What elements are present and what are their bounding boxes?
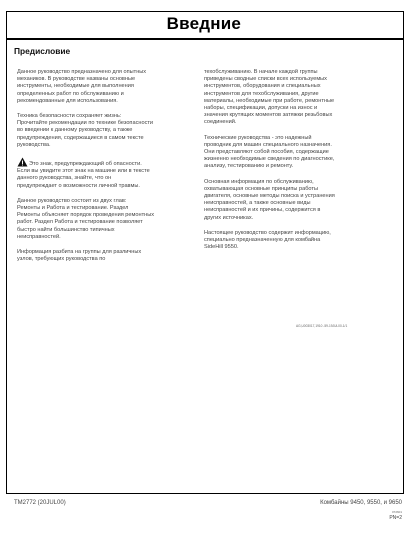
text-line: Данное руководство состоит из двух глав: <box>17 197 127 204</box>
text-line: узлов, требующих руководства по <box>17 256 106 263</box>
text-line: специально предназначенную для комбайна <box>204 237 321 244</box>
text-line: SideHill 9550. <box>204 244 239 251</box>
warning-text-rest <box>17 168 202 190</box>
text-line: наборы, спецификации, допуски на износ и <box>204 105 318 112</box>
text-line: инструменты, необходимые для выполнения <box>17 83 134 90</box>
paragraph <box>204 69 389 127</box>
text-line: соединений. <box>204 119 237 126</box>
text-line: проводник для машин специального назначения. <box>204 141 332 148</box>
warning-paragraph <box>17 157 202 190</box>
text-line: охватывающая основные принципы работы <box>204 185 318 192</box>
text-line: данного руководства, знайте, что он <box>17 175 112 182</box>
text-line: работ. Раздел Работа и тестирование позволяет <box>17 219 143 226</box>
title-box <box>6 11 404 39</box>
footer-document-id: TM2772 (20JUL00) <box>14 500 66 506</box>
text-line: техобслуживанию. В начале каждой группы <box>204 69 318 75</box>
right-column <box>204 69 389 259</box>
reference-code: AG,U003017,1910 -59-19JUL00-1/1 <box>296 324 348 328</box>
paragraph <box>204 179 389 222</box>
text-line: Основная информация по обслуживанию, <box>204 178 314 185</box>
paragraph <box>17 249 202 263</box>
text-line: Если вы увидите этот знак на машине или в тексте <box>17 168 150 175</box>
text-line: предупреждения, содержащиеся в самом тексте <box>17 134 144 141</box>
footer-code: 072601 <box>391 510 402 514</box>
paragraph <box>17 198 202 241</box>
text-line: во введении к данному руководству, а также <box>17 127 133 134</box>
text-line: материалы, необходимые при работе, ремонтные <box>204 97 335 104</box>
footer-product-name: Комбайны 9450, 9550, и 9650 <box>320 500 402 506</box>
text-line: инструментов для техобслуживания, другие <box>204 90 319 97</box>
text-line: Технические руководства - это надежный <box>204 134 312 141</box>
text-line: Данное руководство предназначено для опытных <box>17 69 147 75</box>
page-title: Введние <box>166 14 241 33</box>
text-line: других источниках. <box>204 214 254 221</box>
text-line: Прочитайте рекомендации по технике безопасности <box>17 120 154 127</box>
text-line: анализу, тестированию и ремонту. <box>204 163 294 170</box>
paragraph <box>17 113 202 149</box>
text-line: предупреждает о возможности личной травмы. <box>17 182 140 189</box>
text-line: значения крутящих моментов затяжки резьбовых <box>204 112 333 119</box>
text-line: жизненно необходимые сведения по диагностике, <box>204 156 335 163</box>
text-line: неисправностей, а также основные виды <box>204 200 311 207</box>
text-line: Техника безопасности сохраняет жизнь: <box>17 113 122 120</box>
text-line: Ремонты и Работа и тестирование. Раздел <box>17 205 129 212</box>
text-line: определенных работ по обслуживанию и <box>17 90 124 97</box>
warning-line <box>17 157 202 168</box>
paragraph <box>204 230 389 252</box>
text-line: двигателя, основные методы поиска и устранения <box>204 193 335 200</box>
text-line: рекомендованные для использования. <box>17 97 118 104</box>
text-line: Они представляют собой пособия, содержащие <box>204 149 329 156</box>
text-line: быстро найти большинство типичных <box>17 226 115 233</box>
text-line: Информация разбита на группы для различных <box>17 249 142 256</box>
left-column <box>17 69 202 271</box>
text-line: Настоящее руководство содержит информацию, <box>204 229 331 236</box>
text-line: приведены сводные списки всех используемых <box>204 76 327 83</box>
text-line: инструментов, оборудования и специальных <box>204 83 321 90</box>
paragraph <box>17 69 202 105</box>
text-line: механиков. В руководстве названы основные <box>17 76 136 83</box>
text-line: неисправностей. <box>17 233 61 240</box>
page-number: PN=2 <box>389 515 402 521</box>
warning-triangle-icon <box>17 157 28 167</box>
text-line: неисправностей и их причины, содержится в <box>204 207 321 214</box>
text-line: Ремонты объясняет порядок проведения ремонтных <box>17 212 155 219</box>
warning-text: Это знак, предупреждающий об опасности. <box>29 161 142 168</box>
text-line: руководства. <box>17 141 51 148</box>
paragraph <box>204 135 389 171</box>
section-heading: Предисловие <box>14 46 71 56</box>
